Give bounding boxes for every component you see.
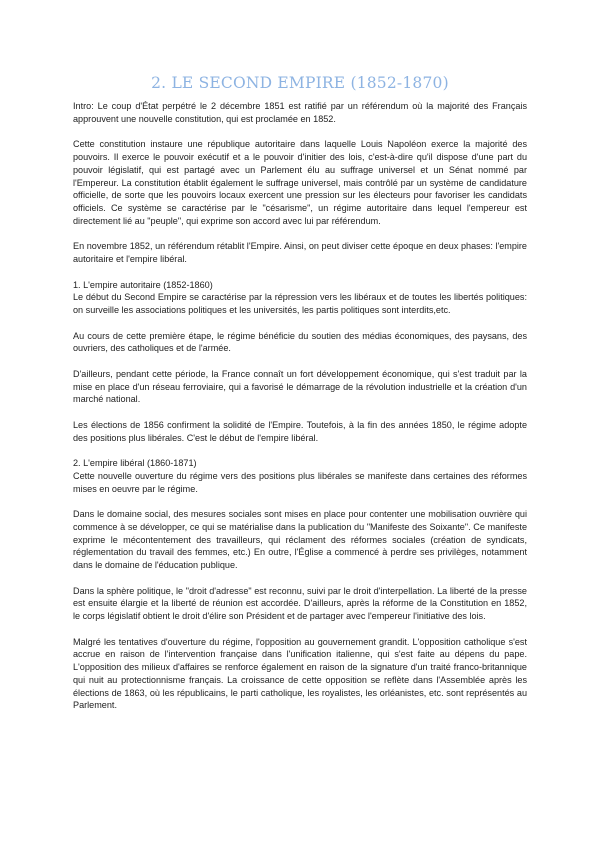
- section1-paragraph: Les élections de 1856 confirment la solidité de l'Empire. Toutefois, à la fin des années 1850, le régime adopte des positions plus libérales. C'est le début de l'empire libéral.: [73, 419, 527, 443]
- intro-paragraph: Intro: Le coup d'État perpétré le 2 décembre 1851 est ratifié par un référendum où la majorité des Français approuvent une nouvelle constitution, qui est proclamée en 1852.: [73, 101, 527, 124]
- section2-paragraph: Dans le domaine social, des mesures sociales sont mises en place pour contenter une mobilisation ouvrière qui commence à se développer, ce qui se matérialise dans la publication du "Manifeste des Soixante". Ce manifeste exprime le mécontentement des travailleurs, qui réclament des réformes sociales (création de syndicats, réglementation du travail des femmes, etc.) En outre, l'Église a commencé à perdre ses privilèges, notamment dans le domaine de l'éducation publique.: [73, 509, 527, 570]
- constitution-paragraph: Cette constitution instaure une république autoritaire dans laquelle Louis Napoléon exerce la majorité des pouvoirs. Il exerce le pouvoir exécutif et a le pouvoir d'initier des lois, c'est-à-dire qu'il dispose d'une part du pouvoir législatif, qui est partagé avec un Parlement élu au suffrage universel et un Sénat nommé par l'Empereur. La constitution établit également le suffrage universel, mais contrôlé par un système de candidature officielle, de sorte que les pouvoirs locaux exercent une pression sur les électeurs pour favoriser les candidats officiels. Ce système se caractérise par le "césarisme", un régime autoritaire dans lequel l'empereur est directement lié au "peuple", qui exprime son accord avec lui par référendum.: [73, 139, 527, 226]
- section-heading-liberal: 2. L'empire libéral (1860-1871): [73, 458, 197, 468]
- section2-paragraph: Cette nouvelle ouverture du régime vers des positions plus libérales se manifeste dans certaines des réformes mises en oeuvre par le régime.: [73, 470, 527, 494]
- section1-paragraph: Le début du Second Empire se caractérise par la répression vers les libéraux et de toutes les libertés politiques: on surveille les associations politiques et les universités, les partis politiques sont interdits,etc.: [73, 292, 527, 315]
- section2-paragraph: Malgré les tentatives d'ouverture du régime, l'opposition au gouvernement grandit. L'opposition catholique s'est accrue en raison de l'intervention française dans l'unification italienne, qui s'est faite au dépens du pape. L'opposition des milieux d'affaires se renforce également en raison de la signature d'un traité franco-britannique qui nuit au protectionnisme français. La croissance de cette opposition se reflète dans l'Assemblée après les élections de 1863, où les républicains, le parti catholique, les royalistes, les orléanistes, etc. sont représentés au Parlement.: [73, 636, 527, 711]
- page-title: 2. LE SECOND EMPIRE (1852-1870): [151, 74, 449, 92]
- document-body: [73, 100, 527, 725]
- section1-paragraph: D'ailleurs, pendant cette période, la France connaît un fort développement économique, qui s'est traduit par la mise en place d'un réseau ferroviaire, qui a favorisé le démarrage de la révolution industrielle et la création d'un marché national.: [73, 368, 527, 405]
- section2-paragraph: Dans la sphère politique, le "droit d'adresse" est reconnu, suivi par le droit d'interpellation. La liberté de la presse est ensuite élargie et la liberté de réunion est accordée. D'ailleurs, après la réforme de la Constitution en 1852, le corps législatif obtient le droit d'élire son Président et de partager avec l'empereur l'initiative des lois.: [73, 585, 527, 621]
- section1-paragraph: Au cours de cette première étape, le régime bénéficie du soutien des médias économiques, des paysans, des ouvriers, des catholiques et de l'armée.: [73, 330, 527, 354]
- referendum-paragraph: En novembre 1852, un référendum rétablit l'Empire. Ainsi, on peut diviser cette époque en deux phases: l'empire autoritaire et l'empire libéral.: [73, 241, 527, 264]
- section-heading-authoritarian: 1. L'empire autoritaire (1852-1860): [73, 279, 213, 290]
